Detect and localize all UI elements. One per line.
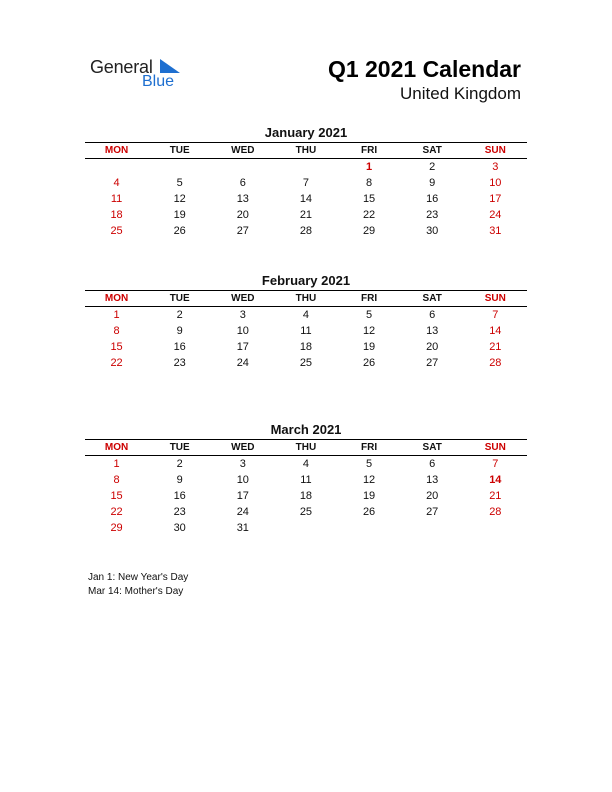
- day-cell: 26: [362, 357, 376, 369]
- day-cell: 13: [426, 474, 439, 486]
- day-cell: 2: [176, 309, 183, 321]
- day-cell: 25: [299, 357, 313, 369]
- month-march: [85, 421, 527, 536]
- day-cell: 29: [362, 225, 376, 237]
- week-row: [85, 472, 527, 488]
- day-cell: 4: [113, 177, 120, 189]
- day-cell: 15: [362, 193, 376, 205]
- weekday-wed: WED: [231, 293, 255, 304]
- day-cell: 30: [173, 522, 186, 534]
- day-cell: 28: [489, 506, 502, 518]
- day-cell: 22: [110, 357, 123, 369]
- weekday-tue: TUE: [169, 145, 190, 156]
- day-cell: 13: [426, 325, 439, 337]
- brand-logo: [90, 57, 190, 93]
- day-cell: 15: [110, 341, 123, 353]
- month-february: [85, 272, 527, 371]
- brand-word-general: General: [90, 57, 153, 77]
- weekday-fri: FRI: [361, 145, 378, 156]
- weekday-tue: TUE: [169, 442, 190, 453]
- page-title: Q1 2021 Calendar: [327, 56, 521, 82]
- day-cell: 27: [426, 357, 439, 369]
- day-cell: [338, 520, 401, 536]
- week-row: [85, 456, 527, 472]
- day-cell: 6: [429, 458, 436, 470]
- day-cell: 31: [489, 225, 502, 237]
- day-cell: 11: [300, 325, 312, 337]
- week-row: [85, 175, 527, 191]
- day-cell: 4: [302, 458, 309, 470]
- day-cell: 3: [239, 458, 246, 470]
- weekday-wed: WED: [231, 442, 255, 453]
- day-cell: 30: [426, 225, 439, 237]
- weekday-header-row: [85, 291, 527, 306]
- day-cell: 18: [110, 209, 123, 221]
- week-row: [85, 339, 527, 355]
- day-cell: 17: [489, 193, 502, 205]
- day-cell: 23: [173, 506, 186, 518]
- day-cell: 22: [110, 506, 123, 518]
- day-cell: 6: [239, 177, 246, 189]
- day-cell: 12: [173, 193, 186, 205]
- week-row: [85, 323, 527, 339]
- day-cell: 19: [173, 209, 186, 221]
- weekday-sat: SAT: [422, 293, 442, 304]
- day-cell: 9: [429, 177, 436, 189]
- holiday-notes: [88, 571, 188, 598]
- day-cell: 20: [426, 341, 439, 353]
- weekday-thu: THU: [295, 145, 317, 156]
- day-cell: 10: [236, 325, 249, 337]
- day-cell: [401, 520, 464, 536]
- week-row: [85, 355, 527, 371]
- weekday-mon: MON: [104, 145, 129, 156]
- day-cell: [274, 159, 337, 175]
- weekday-fri: FRI: [361, 442, 378, 453]
- day-cell: 18: [299, 341, 313, 353]
- week-row: [85, 159, 527, 175]
- weekday-sat: SAT: [422, 442, 442, 453]
- weekday-wed: WED: [231, 145, 255, 156]
- day-cell: 23: [173, 357, 186, 369]
- weekday-sun: SUN: [484, 145, 506, 156]
- day-cell: 28: [299, 225, 313, 237]
- weekday-sun: SUN: [484, 293, 506, 304]
- week-row: [85, 307, 527, 323]
- day-cell: 19: [362, 490, 376, 502]
- month-title: January 2021: [264, 125, 348, 140]
- week-row: [85, 207, 527, 223]
- day-cell: 5: [176, 177, 183, 189]
- day-cell: [148, 159, 211, 175]
- day-cell: 9: [176, 325, 183, 337]
- day-cell: 1: [113, 309, 120, 321]
- weekday-header-row: [85, 143, 527, 158]
- day-cell: 10: [236, 474, 249, 486]
- holiday-note: Mar 14: Mother's Day: [88, 585, 184, 597]
- day-cell: 7: [492, 458, 499, 470]
- day-cell: 25: [110, 225, 123, 237]
- month-january: [85, 124, 527, 239]
- weekday-thu: THU: [295, 442, 317, 453]
- month-title: March 2021: [270, 422, 342, 437]
- day-cell: 12: [362, 325, 376, 337]
- day-cell: 2: [176, 458, 183, 470]
- day-cell: 16: [173, 490, 186, 502]
- day-cell: 26: [362, 506, 376, 518]
- day-cell: 8: [113, 325, 120, 337]
- day-cell: 1: [113, 458, 120, 470]
- day-cell: 14: [299, 193, 313, 205]
- day-cell: 8: [366, 177, 373, 189]
- day-cell: 5: [366, 458, 373, 470]
- day-cell: 25: [299, 506, 313, 518]
- weekday-thu: THU: [295, 293, 317, 304]
- brand-triangle-icon: [160, 59, 180, 75]
- week-row: [85, 520, 527, 536]
- day-cell: 14: [489, 474, 502, 486]
- day-cell: 28: [489, 357, 502, 369]
- day-cell: 10: [489, 177, 502, 189]
- day-cell: 7: [492, 309, 499, 321]
- day-cell: [211, 159, 274, 175]
- day-cell: 21: [489, 341, 502, 353]
- day-cell: 18: [299, 490, 313, 502]
- day-cell: 11: [110, 193, 123, 205]
- day-cell: 3: [492, 161, 499, 173]
- day-cell: 14: [489, 325, 502, 337]
- day-cell: 12: [362, 474, 376, 486]
- day-cell: 16: [173, 341, 186, 353]
- day-cell: 3: [239, 309, 246, 321]
- day-cell: [464, 520, 527, 536]
- day-cell: 27: [236, 225, 249, 237]
- weekday-sat: SAT: [422, 145, 442, 156]
- week-row: [85, 488, 527, 504]
- day-cell: 23: [426, 209, 439, 221]
- day-cell: 17: [236, 341, 249, 353]
- day-cell: 15: [110, 490, 123, 502]
- day-cell: 21: [299, 209, 313, 221]
- day-cell: [274, 520, 337, 536]
- day-cell: 17: [236, 490, 249, 502]
- weekday-mon: MON: [104, 293, 129, 304]
- week-row: [85, 191, 527, 207]
- page-subtitle: United Kingdom: [400, 84, 521, 103]
- day-cell: 27: [426, 506, 439, 518]
- holiday-note: Jan 1: New Year's Day: [88, 572, 189, 583]
- weekday-header-row: [85, 440, 527, 455]
- weekday-tue: TUE: [169, 293, 190, 304]
- day-cell: 6: [429, 309, 436, 321]
- day-cell: 31: [236, 522, 249, 534]
- weekday-mon: MON: [104, 442, 129, 453]
- day-cell: 7: [302, 177, 309, 189]
- week-row: [85, 223, 527, 239]
- day-cell: 1: [366, 161, 373, 173]
- day-cell: 13: [236, 193, 249, 205]
- day-cell: 8: [113, 474, 120, 486]
- day-cell: 20: [426, 490, 439, 502]
- day-cell: 21: [489, 490, 502, 502]
- day-cell: 16: [426, 193, 439, 205]
- day-cell: 19: [362, 341, 376, 353]
- day-cell: 4: [302, 309, 309, 321]
- day-cell: 9: [176, 474, 183, 486]
- weekday-fri: FRI: [361, 293, 378, 304]
- month-title: February 2021: [261, 273, 351, 288]
- day-cell: 29: [110, 522, 123, 534]
- day-cell: 24: [236, 357, 249, 369]
- day-cell: 24: [236, 506, 249, 518]
- day-cell: 26: [173, 225, 186, 237]
- week-row: [85, 504, 527, 520]
- day-cell: 24: [489, 209, 502, 221]
- day-cell: 11: [300, 474, 312, 486]
- day-cell: [85, 159, 148, 175]
- day-cell: 5: [366, 309, 373, 321]
- weekday-sun: SUN: [484, 442, 506, 453]
- day-cell: 22: [362, 209, 376, 221]
- brand-word-blue: Blue: [142, 73, 175, 90]
- day-cell: 2: [429, 161, 436, 173]
- day-cell: 20: [236, 209, 249, 221]
